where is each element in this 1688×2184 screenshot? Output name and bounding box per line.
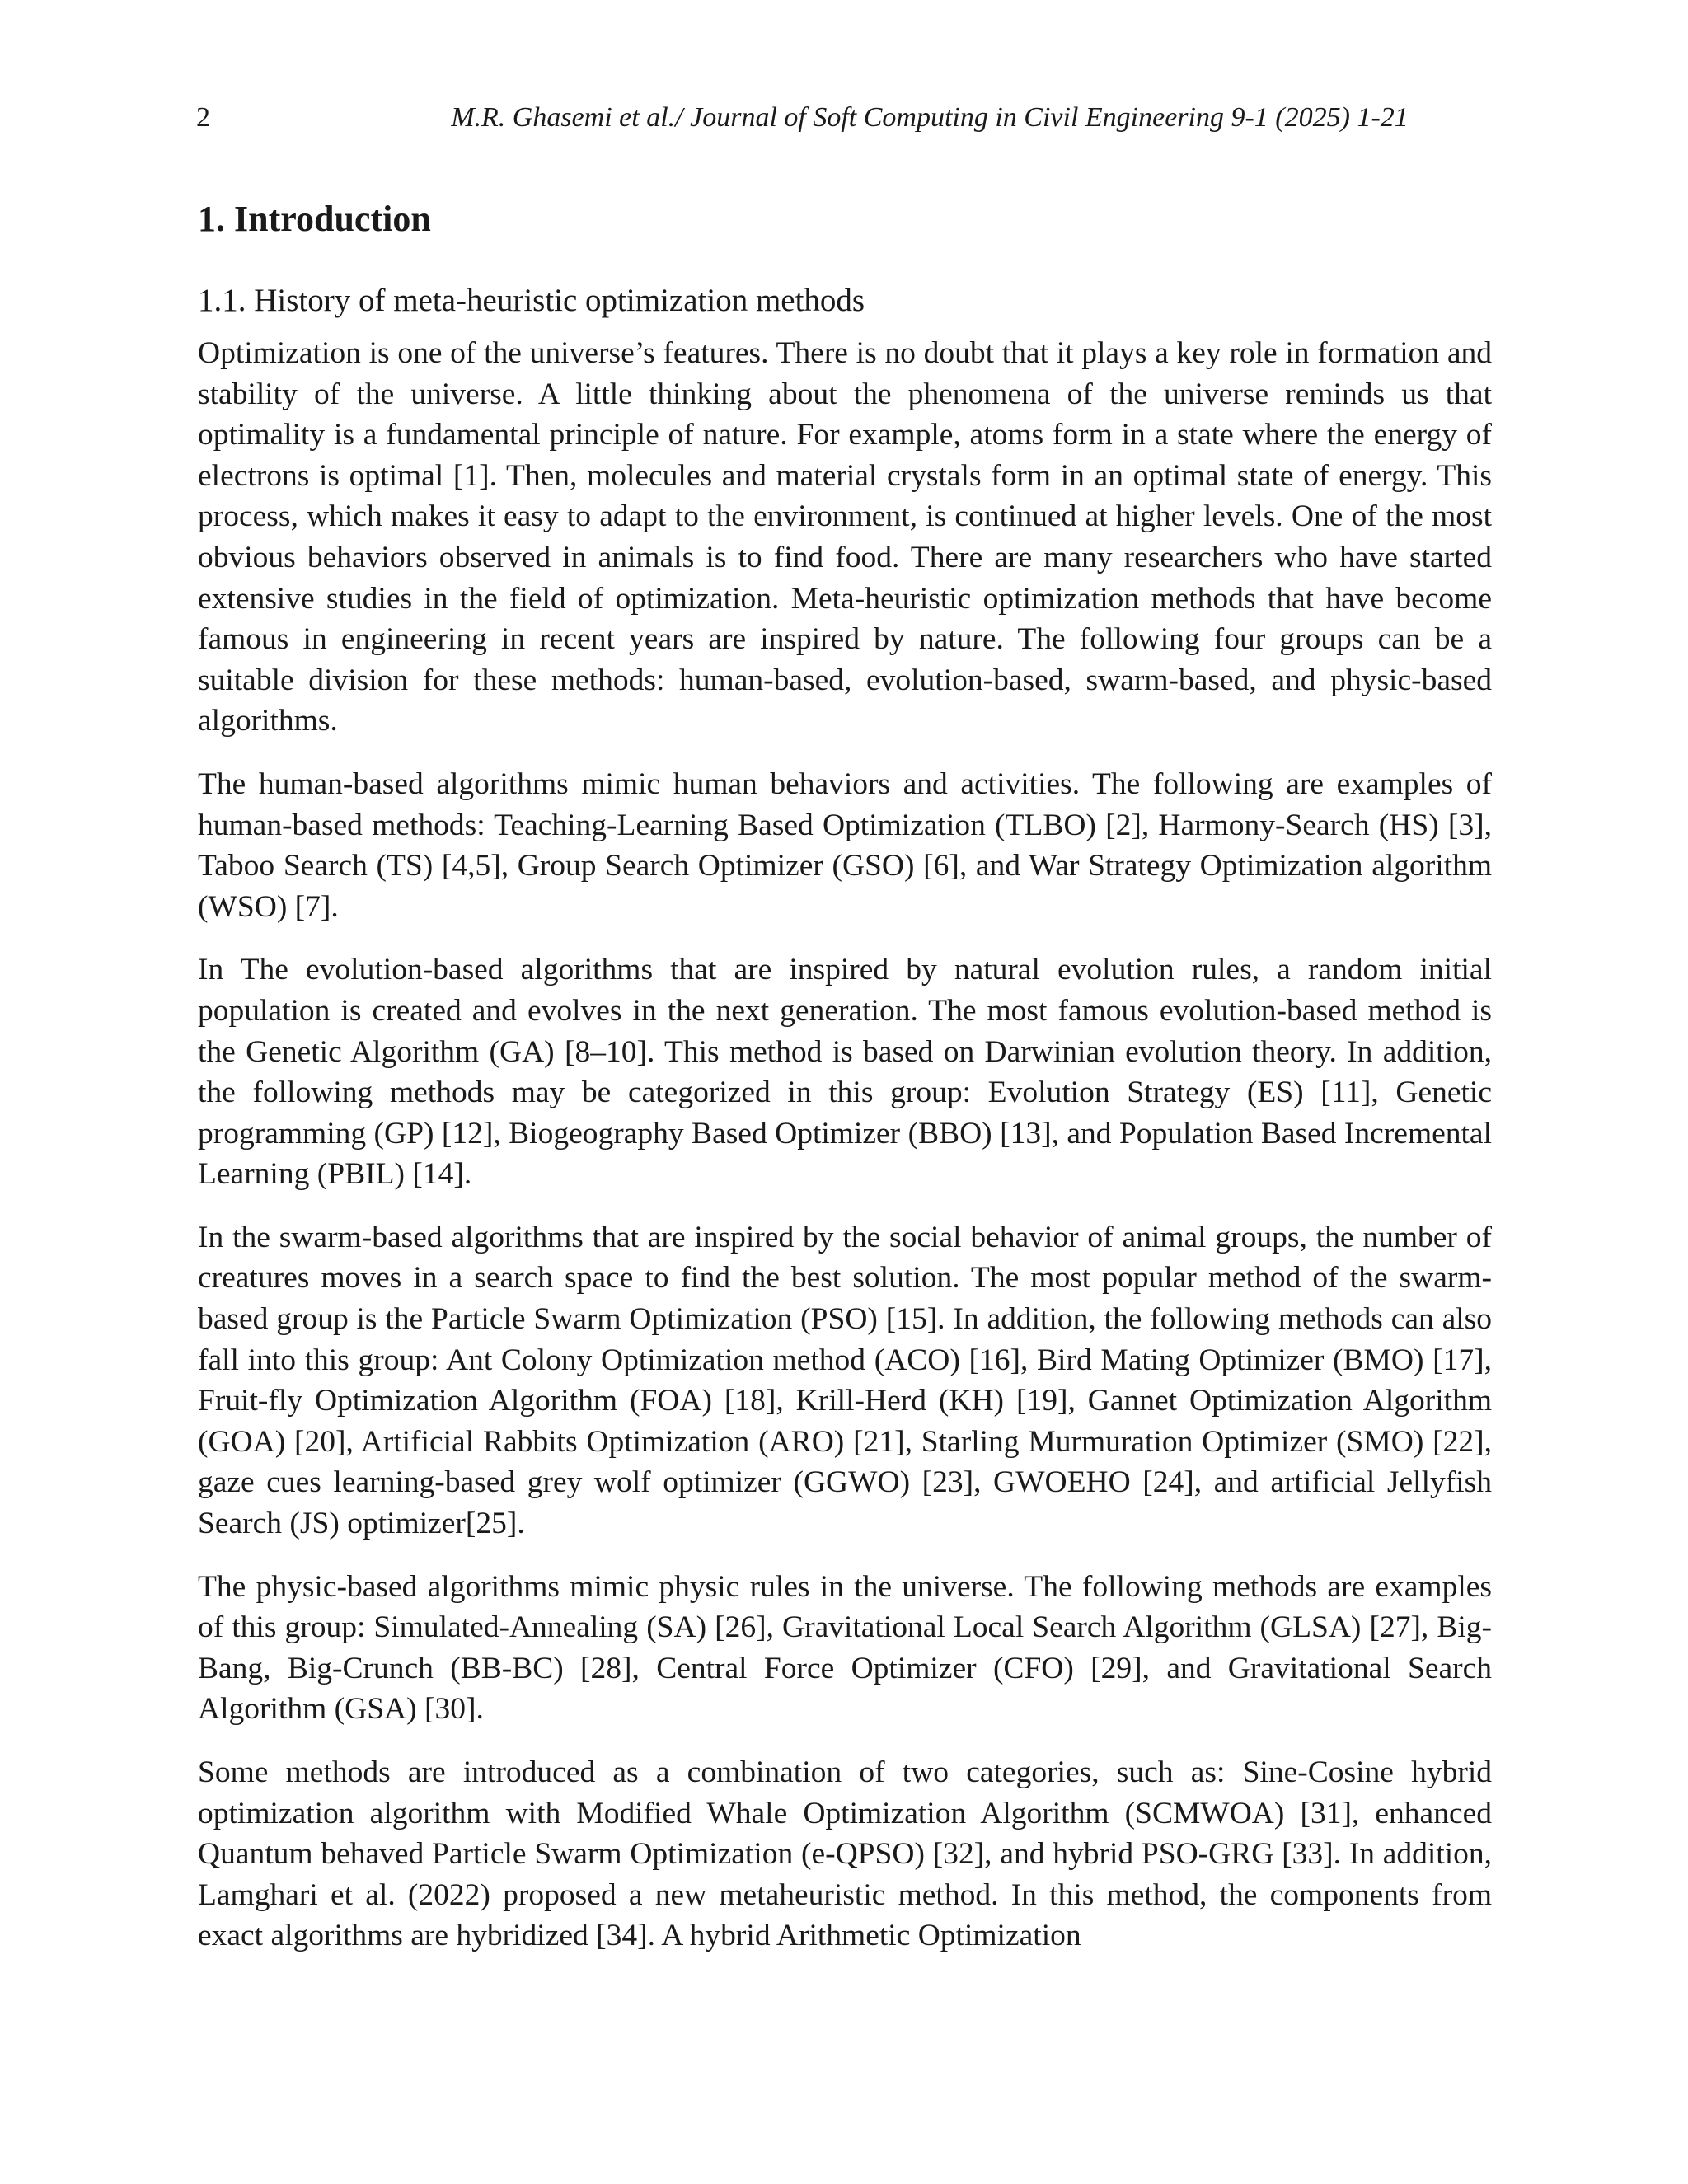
page-number: 2 [196,102,210,133]
page-header [196,97,1492,138]
paragraph-physic-based: The physic-based algorithms mimic physic rules in the universe. The following methods are examples of this group: Simulated-Annealing (SA) [26], Gravitational Local Search Algorithm (GLSA) [27], Big-Bang, Big-Crunch (BB-BC) [28], Central Force Optimizer (CFO) [29], and Gravitational Search Algorithm (GSA) [30]. [198,1569,1492,1727]
article-body [198,191,1492,1979]
subsection-title: 1.1. History of meta-heuristic optimization methods [198,283,865,318]
paragraph-hybrid-methods: Some methods are introduced as a combination of two categories, such as: Sine-Cosine hybrid optimization algorithm with Modified Whale Optimization Algorithm (SCMWOA) [31], enhanced Quantum behaved Particle Swarm Optimization (e-QPSO) [32], and hybrid PSO-GRG [33]. In addition, Lamghari et al. (2022) proposed a new metaheuristic method. In this method, the components from exact algorithms are hybridized [34]. A hybrid Arithmetic Optimization [198,1755,1492,1953]
paragraph-optimization-overview: Optimization is one of the universe’s features. There is no doubt that it plays a key role in formation and stability of the universe. A little thinking about the phenomena of the universe reminds us that optimality is a fundamental principle of nature. For example, atoms form in a state where the energy of electrons is optimal [1]. Then, molecules and material crystals form in an optimal state of energy. This process, which makes it easy to adapt to the environment, is continued at higher levels. One of the most obvious behaviors observed in animals is to find food. There are many researchers who have started extensive studies in the field of optimization. Meta-heuristic optimization methods that have become famous in engineering in recent years are inspired by nature. The following four groups can be a suitable division for these methods: human-based, evolution-based, swarm-based, and physic-based algorithms. [198,336,1492,738]
paragraph-human-based: The human-based algorithms mimic human behaviors and activities. The following are examples of human-based methods: Teaching-Learning Based Optimization (TLBO) [2], Harmony-Search (HS) [3], Taboo Search (TS) [4,5], Group Search Optimizer (GSO) [6], and War Strategy Optimization algorithm (WSO) [7]. [198,766,1492,924]
running-head: M.R. Ghasemi et al./ Journal of Soft Computing in Civil Engineering 9-1 (2025) 1-21 [451,102,1409,133]
paragraph-swarm-based: In the swarm-based algorithms that are inspired by the social behavior of animal groups, the number of creatures moves in a search space to find the best solution. The most popular method of the swarm-based group is the Particle Swarm Optimization (PSO) [15]. In addition, the following methods can also fall into this group: Ant Colony Optimization method (ACO) [16], Bird Mating Optimizer (BMO) [17], Fruit-fly Optimization Algorithm (FOA) [18], Krill-Herd (KH) [19], Gannet Optimization Algorithm (GOA) [20], Artificial Rabbits Optimization (ARO) [21], Starling Murmuration Optimizer (SMO) [22], gaze cues learning-based grey wolf optimizer (GGWO) [23], GWOEHO [24], and artificial Jellyfish Search (JS) optimizer[25]. [198,1220,1492,1541]
paragraph-evolution-based: In The evolution-based algorithms that are inspired by natural evolution rules, a random initial population is created and evolves in the next generation. The most famous evolution-based method is the Genetic Algorithm (GA) [8–10]. This method is based on Darwinian evolution theory. In addition, the following methods may be categorized in this group: Evolution Strategy (ES) [11], Genetic programming (GP) [12], Biogeography Based Optimizer (BBO) [13], and Population Based Incremental Learning (PBIL) [14]. [198,953,1492,1192]
section-title: 1. Introduction [198,199,431,239]
